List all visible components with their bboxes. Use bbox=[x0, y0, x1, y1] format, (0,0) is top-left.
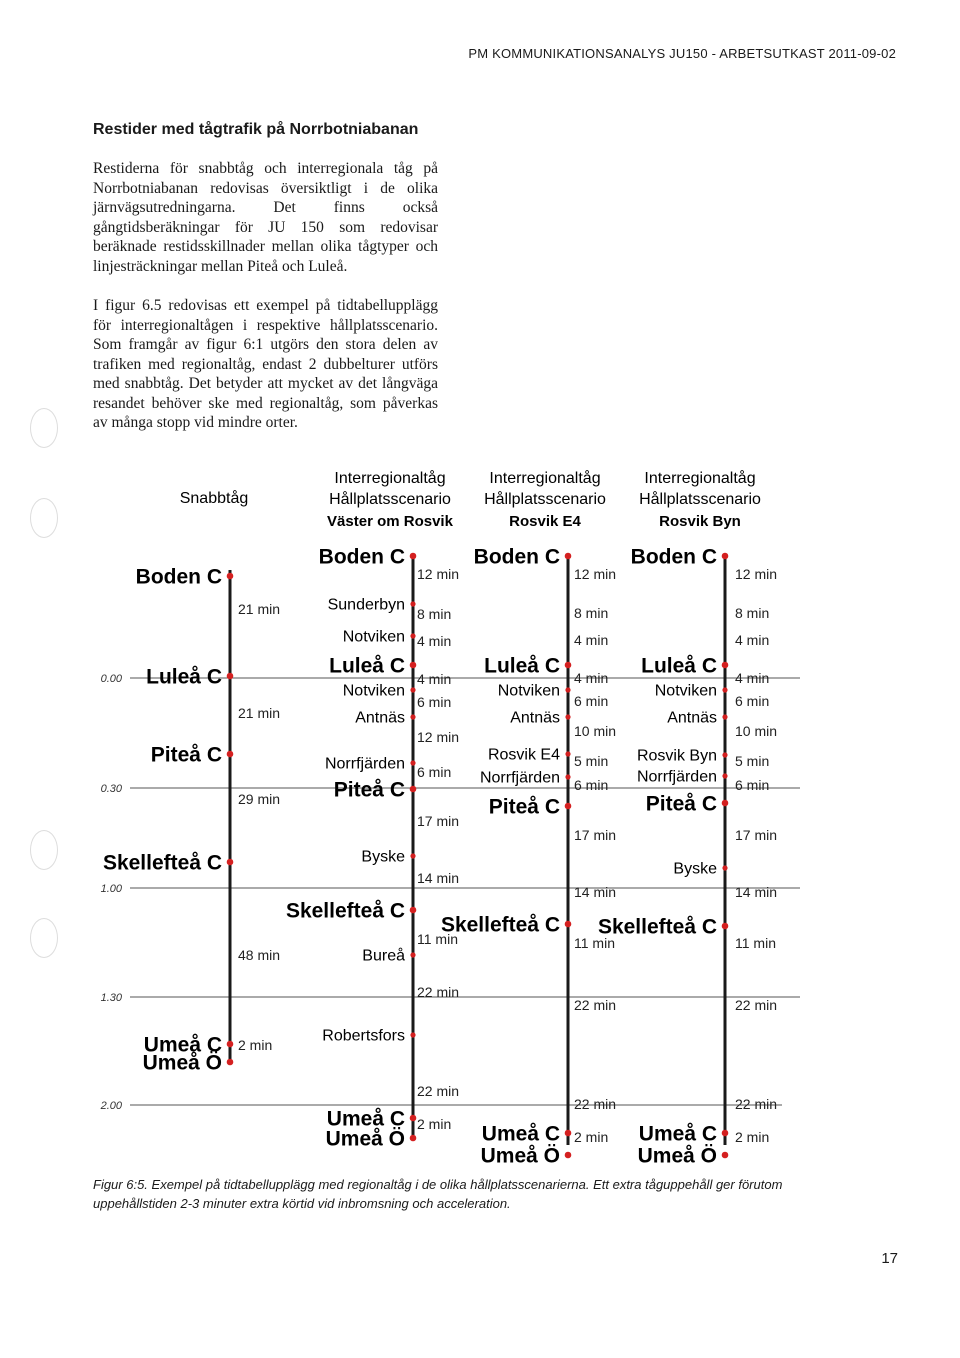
station-label: Antnäs bbox=[355, 709, 405, 727]
column-subheading: Hållplatsscenario bbox=[484, 491, 606, 508]
station-stop-marker bbox=[722, 687, 727, 692]
travel-time-label: 4 min bbox=[417, 671, 452, 687]
station-stop-marker bbox=[410, 907, 417, 914]
station-stop-marker bbox=[410, 662, 417, 669]
station-label: Luleå C bbox=[329, 654, 405, 678]
station-label: Boden C bbox=[473, 545, 560, 569]
station-stop-marker bbox=[565, 687, 570, 692]
station-stop-marker bbox=[722, 752, 727, 757]
travel-time-label: 11 min bbox=[735, 935, 776, 951]
travel-time-label: 22 min bbox=[574, 997, 617, 1013]
travel-time-label: 14 min bbox=[417, 870, 460, 886]
section-title: Restider med tågtrafik på Norrbotniabanan bbox=[93, 121, 419, 138]
station-stop-marker bbox=[722, 714, 727, 719]
station-label: Umeå C bbox=[638, 1122, 717, 1146]
time-label: 1.30 bbox=[100, 992, 122, 1004]
figure-caption: Figur 6:5. Exempel på tidtabellupplägg med regionaltåg i de olika hållplatsscenarierna. Ett extra tåguppehåll ger förutom uppehållstiden 2-3 minuter extra körtid vid inbromsning och acceleration. bbox=[93, 1177, 783, 1211]
station-stop-marker bbox=[410, 714, 415, 719]
travel-time-label: 10 min bbox=[735, 723, 778, 739]
station-stop-marker bbox=[565, 714, 570, 719]
travel-time-label: 48 min bbox=[238, 947, 281, 963]
station-stop-marker bbox=[410, 853, 415, 858]
station-stop-marker bbox=[565, 662, 572, 669]
travel-time-label: 22 min bbox=[735, 1096, 778, 1112]
station-label: Umeå Ö bbox=[142, 1051, 222, 1075]
travel-time-label: 2 min bbox=[574, 1129, 609, 1145]
station-stop-marker bbox=[410, 1115, 417, 1122]
travel-time-label: 22 min bbox=[417, 984, 460, 1000]
station-label: Boden C bbox=[318, 545, 405, 569]
travel-time-label: 4 min bbox=[574, 632, 609, 648]
station-label: Sunderbyn bbox=[327, 596, 405, 614]
station-label: Umeå Ö bbox=[637, 1144, 717, 1168]
travel-time-label: 12 min bbox=[417, 729, 460, 745]
scenario-name: Rosvik Byn bbox=[659, 513, 741, 530]
travel-time-label: 2 min bbox=[735, 1129, 770, 1145]
station-label: Notviken bbox=[342, 682, 405, 700]
station-stop-marker bbox=[227, 859, 234, 866]
travel-time-label: 2 min bbox=[238, 1037, 273, 1053]
travel-time-label: 21 min bbox=[238, 601, 281, 617]
station-stop-marker bbox=[722, 662, 729, 669]
column-subheading: Hållplatsscenario bbox=[329, 491, 451, 508]
station-label: Boden C bbox=[630, 545, 717, 569]
station-stop-marker bbox=[410, 687, 415, 692]
column-heading: Interregionaltåg bbox=[334, 470, 446, 487]
station-label: Notviken bbox=[654, 682, 717, 700]
travel-time-label: 14 min bbox=[574, 884, 617, 900]
station-label: Piteå C bbox=[645, 792, 717, 816]
station-label: Norrfjärden bbox=[324, 755, 405, 773]
station-stop-marker bbox=[565, 774, 570, 779]
station-label: Luleå C bbox=[641, 654, 717, 678]
station-label: Skellefteå C bbox=[285, 899, 405, 923]
travel-time-label: 11 min bbox=[574, 935, 615, 951]
time-label: 1.00 bbox=[100, 883, 122, 895]
column-heading: Interregionaltåg bbox=[644, 470, 756, 487]
station-label: Luleå C bbox=[484, 654, 560, 678]
time-label: 0.30 bbox=[100, 783, 122, 795]
station-label: Rosvik Byn bbox=[636, 747, 717, 765]
travel-time-label: 11 min bbox=[417, 931, 458, 947]
station-label: Skellefteå C bbox=[597, 915, 717, 939]
travel-time-label: 4 min bbox=[735, 632, 770, 648]
travel-time-label: 17 min bbox=[735, 827, 778, 843]
travel-time-label: 5 min bbox=[735, 753, 770, 769]
station-label: Bureå bbox=[362, 947, 405, 965]
body-paragraph: Restiderna för snabbtåg och interregionala tåg på Norrbotniabanan redovisas översiktligt i de olika järnvägsutredningarna. Det finns också gångtidsberäkningar för JU 150 som redovisar beräknade restidsskillnader mellan olika tågtyper och linjesträckningar mellan Piteå och Luleå. bbox=[93, 160, 438, 275]
station-stop-marker bbox=[227, 1041, 234, 1048]
station-label: Robertsfors bbox=[322, 1027, 405, 1045]
station-stop-marker bbox=[410, 601, 415, 606]
column-heading: Interregionaltåg bbox=[489, 470, 601, 487]
time-label: 2.00 bbox=[100, 1100, 122, 1112]
station-stop-marker bbox=[722, 865, 727, 870]
station-label: Antnäs bbox=[510, 709, 560, 727]
station-label: Piteå C bbox=[488, 795, 560, 819]
station-stop-marker bbox=[410, 786, 417, 793]
station-label: Norrfjärden bbox=[479, 769, 560, 787]
station-stop-marker bbox=[227, 573, 234, 580]
travel-time-label: 21 min bbox=[238, 705, 281, 721]
station-stop-marker bbox=[565, 803, 572, 810]
station-stop-marker bbox=[565, 921, 572, 928]
time-label: 0.00 bbox=[100, 673, 122, 685]
station-label: Antnäs bbox=[667, 709, 717, 727]
column-heading: Snabbtåg bbox=[179, 490, 249, 507]
station-label: Umeå C bbox=[481, 1122, 560, 1146]
travel-time-label: 4 min bbox=[417, 633, 452, 649]
travel-time-label: 10 min bbox=[574, 723, 617, 739]
station-label: Umeå C bbox=[326, 1107, 405, 1131]
station-label: Umeå Ö bbox=[325, 1127, 405, 1151]
station-stop-marker bbox=[722, 923, 729, 930]
travel-time-label: 14 min bbox=[735, 884, 778, 900]
station-label: Boden C bbox=[135, 565, 222, 589]
travel-time-label: 6 min bbox=[735, 693, 770, 709]
station-stop-marker bbox=[227, 751, 234, 758]
travel-time-label: 17 min bbox=[574, 827, 617, 843]
travel-time-label: 6 min bbox=[574, 777, 609, 793]
travel-time-label: 4 min bbox=[735, 670, 770, 686]
station-stop-marker bbox=[227, 673, 234, 680]
travel-time-label: 6 min bbox=[574, 693, 609, 709]
scenario-name: Rosvik E4 bbox=[509, 513, 581, 530]
station-stop-marker bbox=[722, 1130, 729, 1137]
travel-time-label: 22 min bbox=[735, 997, 778, 1013]
travel-time-label: 8 min bbox=[574, 605, 609, 621]
station-stop-marker bbox=[565, 751, 570, 756]
station-stop-marker bbox=[227, 1059, 234, 1066]
station-stop-marker bbox=[722, 553, 729, 560]
body-paragraph: I figur 6.5 redovisas ett exempel på tidtabellupplägg för interregionaltågen i respektive hållplatsscenario. Som framgår av figur 6:1 utgörs den stora delen av trafiken med regionaltåg, endast 2 dubbelturer utförs med snabbtåg. Det betyder att mycket av det långväga resandet behöver ske med regionaltåg, som påverkas av många stopp vid mindre orter. bbox=[93, 297, 438, 431]
travel-time-label: 8 min bbox=[417, 606, 452, 622]
page-number: 17 bbox=[881, 1250, 898, 1267]
station-stop-marker bbox=[565, 553, 572, 560]
travel-time-label: 17 min bbox=[417, 813, 460, 829]
station-label: Umeå Ö bbox=[480, 1144, 560, 1168]
travel-time-label: 22 min bbox=[417, 1083, 460, 1099]
station-label: Byske bbox=[361, 848, 405, 866]
station-label: Skellefteå C bbox=[102, 851, 222, 875]
travel-time-label: 4 min bbox=[574, 670, 609, 686]
travel-time-label: 12 min bbox=[574, 566, 617, 582]
station-stop-marker bbox=[722, 773, 727, 778]
station-label: Rosvik E4 bbox=[487, 746, 560, 764]
station-label: Skellefteå C bbox=[440, 913, 560, 937]
station-stop-marker bbox=[722, 1152, 729, 1159]
station-stop-marker bbox=[410, 1135, 417, 1142]
station-stop-marker bbox=[565, 1130, 572, 1137]
travel-time-label: 5 min bbox=[574, 753, 609, 769]
travel-time-label: 8 min bbox=[735, 605, 770, 621]
station-label: Notviken bbox=[342, 628, 405, 646]
station-label: Luleå C bbox=[146, 665, 222, 689]
station-stop-marker bbox=[410, 760, 415, 765]
travel-time-label: 22 min bbox=[574, 1096, 617, 1112]
station-label: Piteå C bbox=[150, 743, 222, 767]
station-label: Notviken bbox=[497, 682, 560, 700]
travel-time-label: 6 min bbox=[735, 777, 770, 793]
station-stop-marker bbox=[410, 952, 415, 957]
station-label: Byske bbox=[673, 860, 717, 878]
station-label: Umeå C bbox=[143, 1033, 222, 1057]
station-label: Piteå C bbox=[333, 778, 405, 802]
travel-time-label: 12 min bbox=[735, 566, 778, 582]
travel-time-label: 2 min bbox=[417, 1116, 452, 1132]
travel-time-label: 12 min bbox=[417, 566, 460, 582]
travel-time-label: 6 min bbox=[417, 764, 452, 780]
page-header: PM KOMMUNIKATIONSANALYS JU150 - ARBETSUTKAST 2011-09-02 bbox=[468, 46, 896, 61]
station-stop-marker bbox=[722, 800, 729, 807]
station-stop-marker bbox=[410, 553, 417, 560]
station-stop-marker bbox=[565, 1152, 572, 1159]
column-subheading: Hållplatsscenario bbox=[639, 491, 761, 508]
travel-time-label: 6 min bbox=[417, 694, 452, 710]
station-stop-marker bbox=[410, 633, 415, 638]
travel-time-label: 29 min bbox=[238, 791, 281, 807]
station-stop-marker bbox=[410, 1032, 415, 1037]
scenario-name: Väster om Rosvik bbox=[327, 513, 453, 530]
station-label: Norrfjärden bbox=[636, 768, 717, 786]
